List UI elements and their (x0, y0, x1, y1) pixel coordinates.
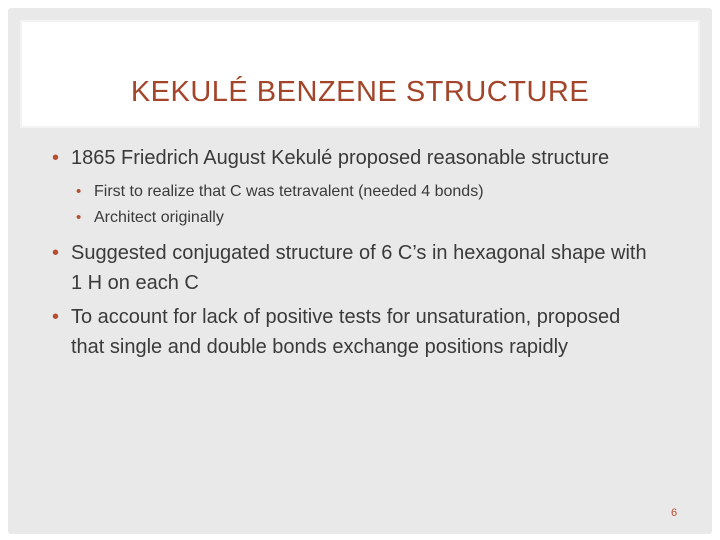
slide-body (48, 143, 658, 362)
bullet-icon: • (52, 306, 60, 328)
bullet-icon: • (52, 147, 60, 169)
title-box (22, 22, 698, 126)
bullet-item (48, 143, 658, 173)
sub-bullet-item (48, 205, 658, 231)
sub-bullet-text: First to realize that C was tetravalent (needed 4 bonds) (94, 183, 484, 200)
sub-bullet-icon: • (76, 183, 82, 200)
slide-title: KEKULÉ BENZENE STRUCTURE (130, 76, 590, 108)
sub-bullet-icon: • (76, 209, 82, 226)
sub-bullet-item (48, 179, 658, 205)
sub-bullet-text: Architect originally (94, 209, 224, 226)
bullet-text: To account for lack of positive tests for unsaturation, proposed that single and double bonds exchange positions rapidly (71, 306, 621, 358)
page-number: 6 (670, 507, 678, 519)
bullet-item (48, 302, 658, 362)
bullet-icon: • (52, 242, 60, 264)
bullet-item (48, 238, 658, 298)
bullet-text: Suggested conjugated structure of 6 C’s in hexagonal shape with 1 H on each C (71, 242, 647, 294)
bullet-text: 1865 Friedrich August Kekulé proposed reasonable structure (71, 147, 610, 169)
